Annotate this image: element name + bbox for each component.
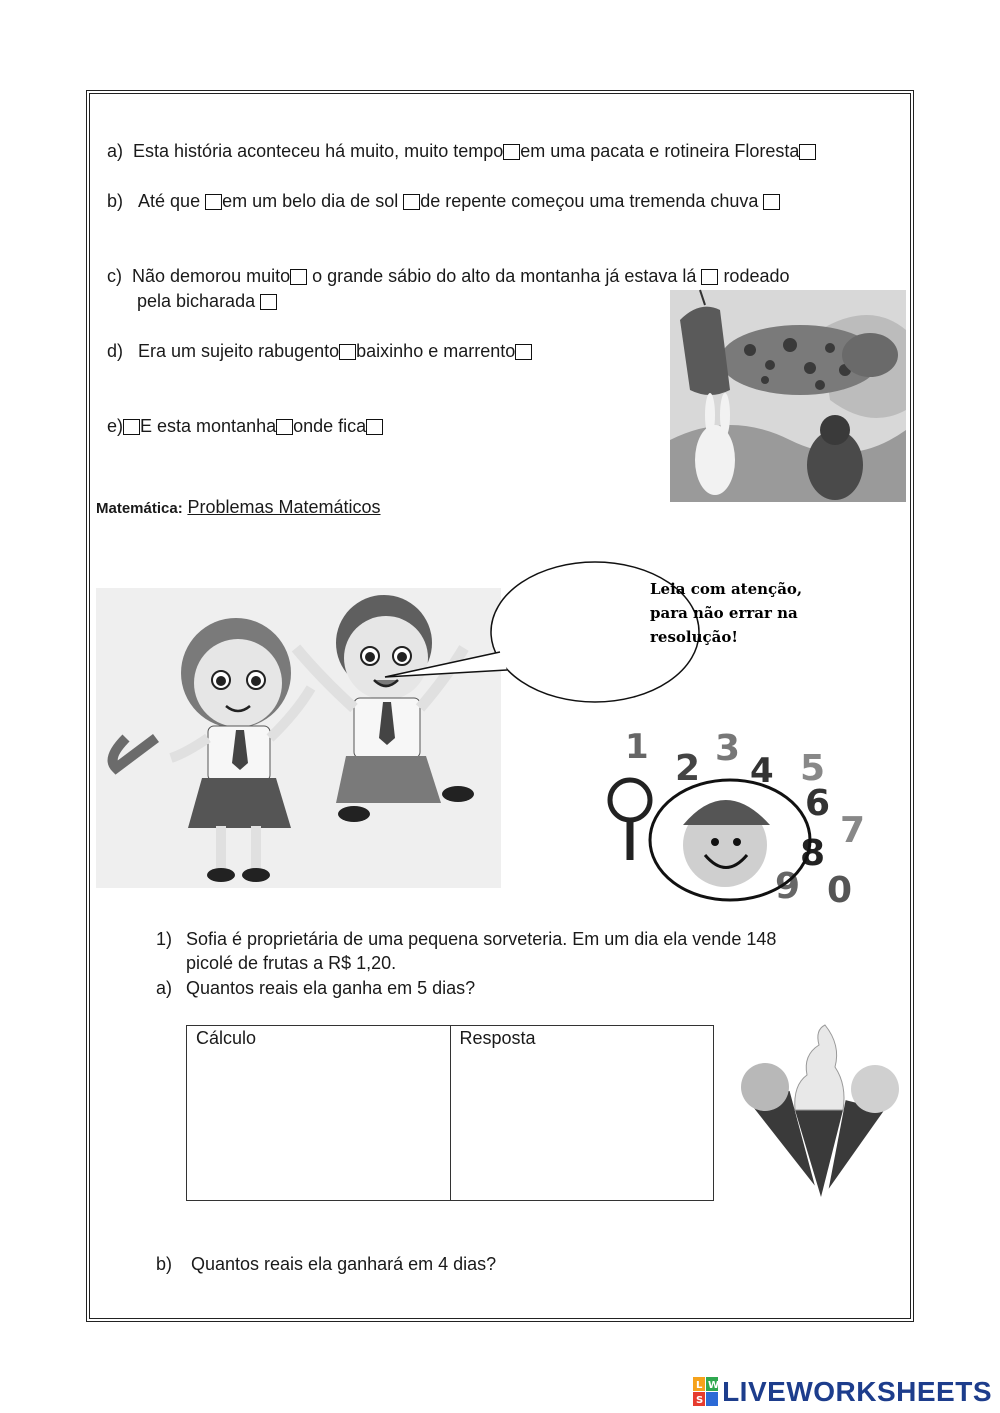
speech-bubble [380, 555, 803, 725]
question-b-text: Quantos reais ela ganhará em 4 dias? [191, 1254, 497, 1274]
section-title [96, 497, 381, 518]
ice-cream-cones-illustration [735, 1025, 905, 1200]
calculo-header: Cálculo [196, 1028, 257, 1048]
ice-cream-scoop [741, 1063, 789, 1111]
sentence-c-text-2: o grande sábio do alto da montanha já estava lá [312, 266, 697, 286]
soft-serve [795, 1025, 844, 1110]
punctuation-box[interactable] [260, 294, 277, 310]
punctuation-box[interactable] [403, 194, 420, 210]
liveworksheets-logo[interactable] [693, 1376, 992, 1408]
problem-text-line-2: picolé de frutas a R$ 1,20. [186, 953, 397, 973]
bubble-line-2: para não errar na [650, 604, 798, 622]
bubble-line-3: resolução! [650, 628, 738, 646]
punctuation-box[interactable] [276, 419, 293, 435]
sentence-a [107, 140, 816, 162]
sentence-b-text-1: Até que [138, 191, 201, 211]
digit: 6 [805, 783, 831, 824]
digit: 2 [675, 748, 701, 789]
question-b-label: b) [156, 1254, 173, 1274]
sentence-d-text-1: Era um sujeito rabugento [138, 341, 340, 361]
sentence-a-label: a) [107, 141, 124, 161]
sentence-e-text-1: E esta montanha [140, 416, 277, 436]
punctuation-box[interactable] [503, 144, 520, 160]
answer-table [186, 1025, 714, 1201]
digit: 8 [800, 833, 826, 874]
sentence-b-text-3: de repente começou uma tremenda chuva [420, 191, 759, 211]
boy-shoe [338, 806, 370, 822]
resposta-cell[interactable] [450, 1026, 714, 1201]
sentence-c-text-4: pela bicharada [137, 291, 256, 311]
sentence-b-label: b) [107, 191, 124, 211]
svg-text:S: S [696, 1395, 704, 1406]
forest-animals-illustration [670, 290, 906, 502]
punctuation-box[interactable] [339, 344, 356, 360]
sentence-e-text-2: onde fica [293, 416, 367, 436]
punctuation-box[interactable] [205, 194, 222, 210]
sentence-c-text-3: rodeado [723, 266, 790, 286]
calculo-cell[interactable] [187, 1026, 451, 1201]
digit: 9 [775, 866, 801, 907]
girl-face [194, 639, 282, 727]
question-a-label: a) [156, 978, 173, 998]
punctuation-box[interactable] [701, 269, 718, 285]
digit: 5 [800, 748, 826, 789]
punctuation-box[interactable] [799, 144, 816, 160]
sentence-c-text-1: Não demorou muito [132, 266, 291, 286]
girl-shoe [207, 868, 235, 882]
question-a-text: Quantos reais ela ganha em 5 dias? [186, 978, 476, 998]
digit: 1 [625, 727, 649, 767]
problem-number: 1) [156, 929, 173, 949]
digit: 7 [840, 810, 866, 851]
subject-label: Matemática: [96, 500, 183, 517]
sentence-a-text-2: em uma pacata e rotineira Floresta [520, 141, 800, 161]
punctuation-box[interactable] [123, 419, 140, 435]
digit: 4 [750, 751, 774, 791]
liveworksheets-logo-icon [693, 1377, 719, 1407]
punctuation-box[interactable] [763, 194, 780, 210]
svg-text:L: L [696, 1380, 703, 1391]
boy-shoe [442, 786, 474, 802]
sentence-d [107, 340, 532, 362]
punctuation-box[interactable] [290, 269, 307, 285]
sentence-d-label: d) [107, 341, 124, 361]
sentence-b-text-2: em um belo dia de sol [222, 191, 399, 211]
svg-text:W: W [708, 1380, 720, 1391]
digit: 0 [827, 870, 853, 911]
girl-shoe [242, 868, 270, 882]
sentence-b [107, 190, 780, 212]
sentence-c-line-2 [137, 290, 277, 312]
digit: 3 [715, 728, 741, 769]
bubble-line-1: Leia com atenção, [650, 580, 803, 598]
bubble-tail [385, 652, 507, 677]
detective-hat [683, 800, 770, 825]
boy-shorts [336, 756, 441, 803]
sentence-d-text-2: baixinho e marrento [356, 341, 516, 361]
resposta-header: Resposta [459, 1028, 536, 1048]
rabbit [695, 425, 735, 495]
topic-label: Problemas Matemáticos [187, 497, 381, 517]
sentence-e-label: e) [107, 416, 124, 436]
rabbit-ear [705, 393, 715, 437]
rabbit-ear [720, 393, 730, 437]
sentence-a-text-1: Esta história aconteceu há muito, muito tempo [133, 141, 504, 161]
ice-cream-scoop [851, 1065, 899, 1113]
magnifying-glass-icon [610, 780, 650, 820]
liveworksheets-brand: LIVEWORKSHEETS [722, 1376, 992, 1407]
sentence-c-line-1 [107, 265, 790, 287]
punctuation-box[interactable] [366, 419, 383, 435]
monkey-head [820, 415, 850, 445]
punctuation-box[interactable] [515, 344, 532, 360]
sentence-c-label: c) [107, 266, 122, 286]
sentence-e [107, 415, 383, 437]
problem-text-line-1: Sofia é proprietária de uma pequena sorveteria. Em um dia ela vende 148 [186, 929, 777, 949]
numbers-detective-illustration [605, 720, 883, 910]
girl-skirt [188, 778, 291, 828]
jaguar-head [842, 333, 898, 377]
